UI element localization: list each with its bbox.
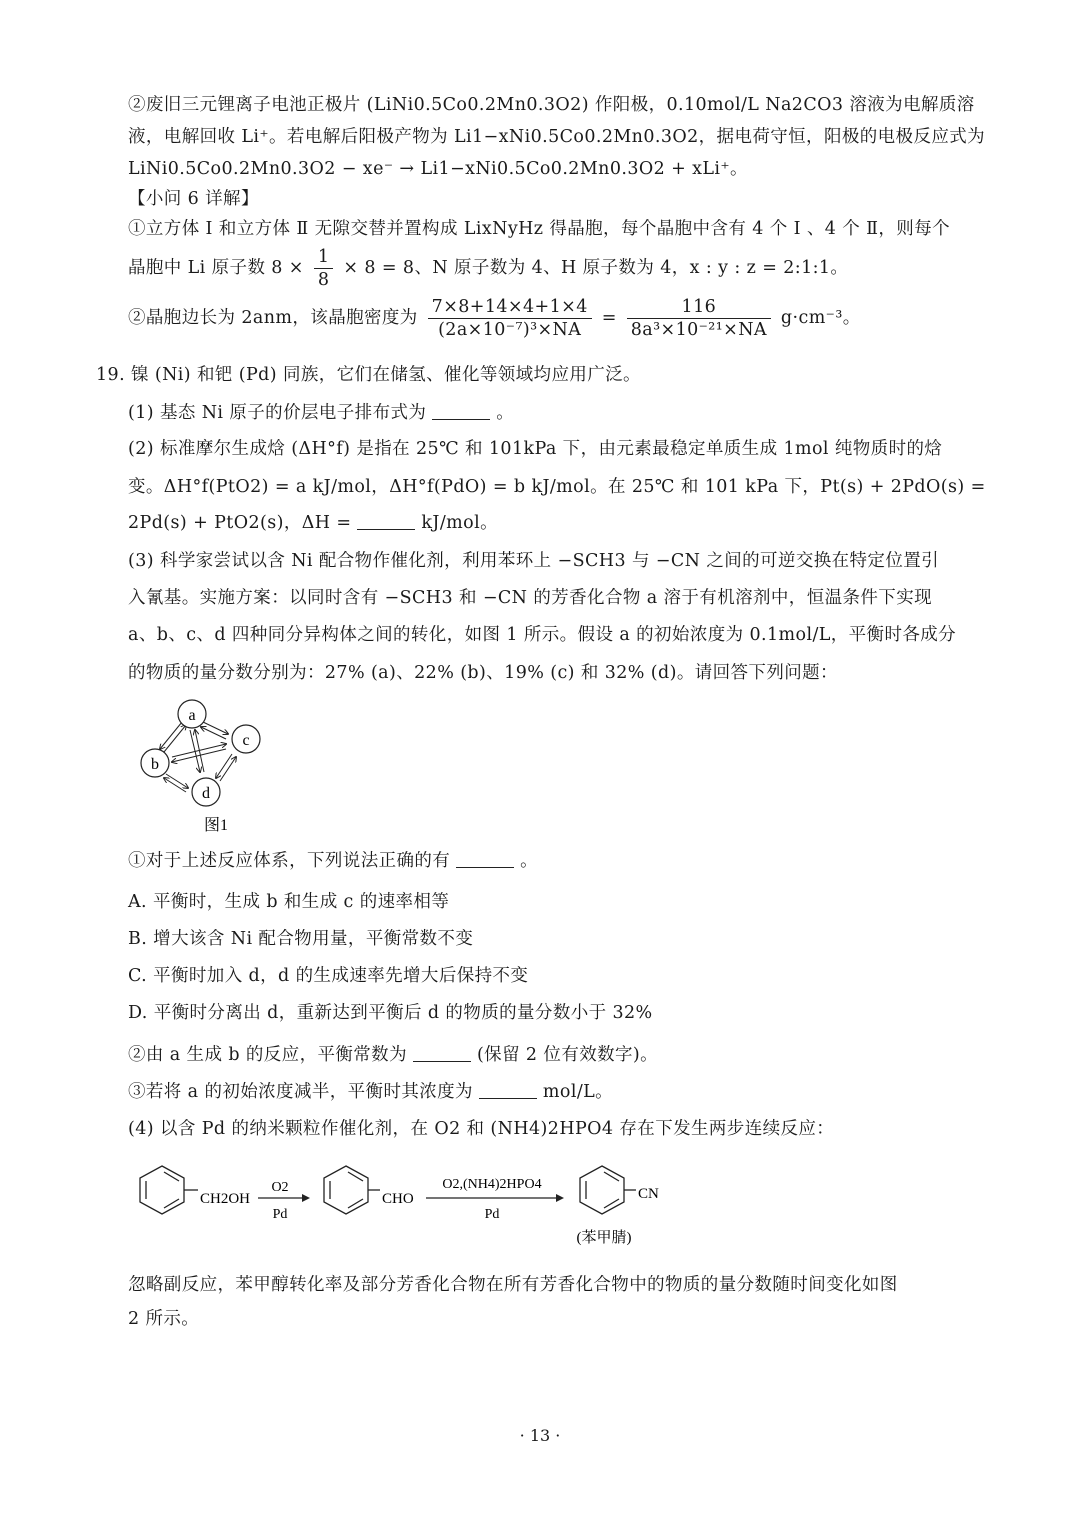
text-line xyxy=(128,244,848,292)
reagent-label: O2,(NH4)2HPO4 xyxy=(442,1177,542,1192)
text-segment: ②由 a 生成 b 的反应，平衡常数为 xyxy=(128,1045,407,1065)
text-line: a、b、c、d 四种同分异构体之间的转化，如图 1 所示。假设 a 的初始浓度为 0.1mol/L，平衡时各成分 xyxy=(128,625,957,645)
reaction-scheme xyxy=(124,1158,684,1250)
text-line: (4) 以含 Pd 的纳米颗粒作催化剂，在 O2 和 (NH4)2HPO4 存在下发生两步连续反应： xyxy=(128,1119,835,1139)
fraction-denominator: 8 xyxy=(317,270,330,290)
text-line: ②废旧三元锂离子电池正极片 (LiNi0.5Co0.2Mn0.3O2) 作阳极，0.10mol/L Na2CO3 溶液为电解质溶 xyxy=(128,95,975,115)
fraction-denominator: (2a×10⁻⁷)³×NA xyxy=(438,320,582,340)
node-label: a xyxy=(188,707,196,724)
arrow xyxy=(203,722,228,734)
text-line: 忽略副反应，苯甲醇转化率及部分芳香化合物在所有芳香化合物中的物质的量分数随时间变化如图 xyxy=(128,1275,898,1295)
text-line: ①立方体 Ⅰ 和立方体 Ⅱ 无隙交替并置构成 LixNyHz 得晶胞，每个晶胞中含有 4 个 Ⅰ 、4 个 Ⅱ，则每个 xyxy=(128,219,951,239)
text-line: (2) 标准摩尔生成焓 (ΔH°f) 是指在 25℃ 和 101kPa 下，由元素最稳定单质生成 1mol 纯物质时的焓 xyxy=(128,439,943,459)
text-line: 2 所示。 xyxy=(128,1309,200,1329)
catalyst-label: Pd xyxy=(484,1207,500,1222)
arrow xyxy=(160,722,182,749)
text-segment: ③若将 a 的初始浓度减半，平衡时其浓度为 xyxy=(128,1082,473,1102)
text-line xyxy=(128,1042,658,1068)
arrowhead xyxy=(302,1194,310,1202)
group-label: CHO xyxy=(382,1191,414,1207)
text-line: 的物质的量分数分别为：27% (a)、22% (b)、19% (c) 和 32% (d)。请回答下列问题： xyxy=(128,663,838,683)
arrow xyxy=(201,727,226,739)
text-line xyxy=(128,400,514,426)
text-line: LiNi0.5Co0.2Mn0.3O2 − xe⁻ → Li1−xNi0.5Co0.2Mn0.3O2 + xLi⁺。 xyxy=(128,159,748,179)
text-line: 变。ΔH°f(PtO2) = a kJ/mol，ΔH°f(PdO) = b kJ/mol。在 25℃ 和 101 kPa 下，Pt(s) + 2PdO(s) = xyxy=(128,477,986,497)
figure-caption: 图1 xyxy=(203,817,229,834)
text-segment: g·cm⁻³。 xyxy=(780,308,861,328)
fraction-numerator: 116 xyxy=(627,296,771,319)
node-label: c xyxy=(242,732,250,749)
compound-name: (苯甲腈) xyxy=(576,1230,632,1246)
text-line: (3) 科学家尝试以含 Ni 配合物作催化剂，利用苯环上 −SCH3 与 −CN 之间的可逆交换在特定位置引 xyxy=(128,551,940,571)
option-b: B. 增大该含 Ni 配合物用量，平衡常数不变 xyxy=(128,929,474,949)
text-segment: kJ/mol。 xyxy=(421,513,498,533)
text-line: 入氰基。实施方案：以同时含有 −SCH3 和 −CN 的芳香化合物 a 溶于有机溶剂中，恒温条件下实现 xyxy=(128,588,933,608)
answer-blank[interactable] xyxy=(479,1080,537,1099)
fraction xyxy=(314,246,334,291)
option-c: C. 平衡时加入 d，d 的生成速率先增大后保持不变 xyxy=(128,966,529,986)
fraction-numerator: 1 xyxy=(314,246,334,269)
section-header: 【小问 6 详解】 xyxy=(128,189,259,209)
text-segment: (1) 基态 Ni 原子的价层电子排布式为 xyxy=(128,403,427,423)
text-segment: ②晶胞边长为 2anm，该晶胞密度为 xyxy=(128,308,418,328)
node-label: d xyxy=(202,785,210,802)
text-segment: 。 xyxy=(496,403,515,423)
text-line xyxy=(128,510,498,536)
text-line xyxy=(128,290,861,346)
text-line: 液，电解回收 Li⁺。若电解后阳极产物为 Li1−xNi0.5Co0.2Mn0.3O2，据电荷守恒，阳极的电极反应式为 xyxy=(128,127,986,147)
fraction xyxy=(627,296,771,341)
fraction xyxy=(428,296,592,341)
text-line xyxy=(128,1079,613,1105)
text-segment: 。 xyxy=(520,851,539,871)
group-label: CN xyxy=(638,1186,659,1202)
reagent-label: O2 xyxy=(271,1180,289,1195)
option-a: A. 平衡时，生成 b 和生成 c 的速率相等 xyxy=(128,892,450,912)
arrowhead xyxy=(556,1194,564,1202)
fraction-denominator: 8a³×10⁻²¹×NA xyxy=(630,320,767,340)
answer-blank[interactable] xyxy=(456,849,514,868)
arrow xyxy=(164,725,186,752)
catalyst-label: Pd xyxy=(272,1207,288,1222)
answer-blank[interactable] xyxy=(413,1043,471,1062)
page-number: · 13 · xyxy=(519,1426,561,1445)
answer-blank[interactable] xyxy=(432,401,490,420)
equals-sign: = xyxy=(601,308,617,328)
text-segment: × 8 = 8、N 原子数为 4、H 原子数为 4，x : y : z = 2:1:1。 xyxy=(343,258,849,278)
text-line xyxy=(128,848,538,874)
figure-1-diagram xyxy=(100,692,280,842)
question-intro: 19. 镍 (Ni) 和钯 (Pd) 同族，它们在储氢、催化等领域均应用广泛。 xyxy=(96,365,641,385)
text-segment: ①对于上述反应体系，下列说法正确的有 xyxy=(128,851,451,871)
fraction-numerator: 7×8+14×4+1×4 xyxy=(428,296,592,319)
text-segment: 晶胞中 Li 原子数 8 × xyxy=(128,258,304,278)
text-segment: 2Pd(s) + PtO2(s)，ΔH = xyxy=(128,513,352,533)
text-segment: mol/L。 xyxy=(542,1082,614,1102)
text-segment: (保留 2 位有效数字)。 xyxy=(476,1045,659,1065)
answer-blank[interactable] xyxy=(357,511,415,530)
group-label: CH2OH xyxy=(200,1191,251,1207)
node-label: b xyxy=(151,756,159,773)
option-d: D. 平衡时分离出 d，重新达到平衡后 d 的物质的量分数小于 32% xyxy=(128,1003,653,1023)
